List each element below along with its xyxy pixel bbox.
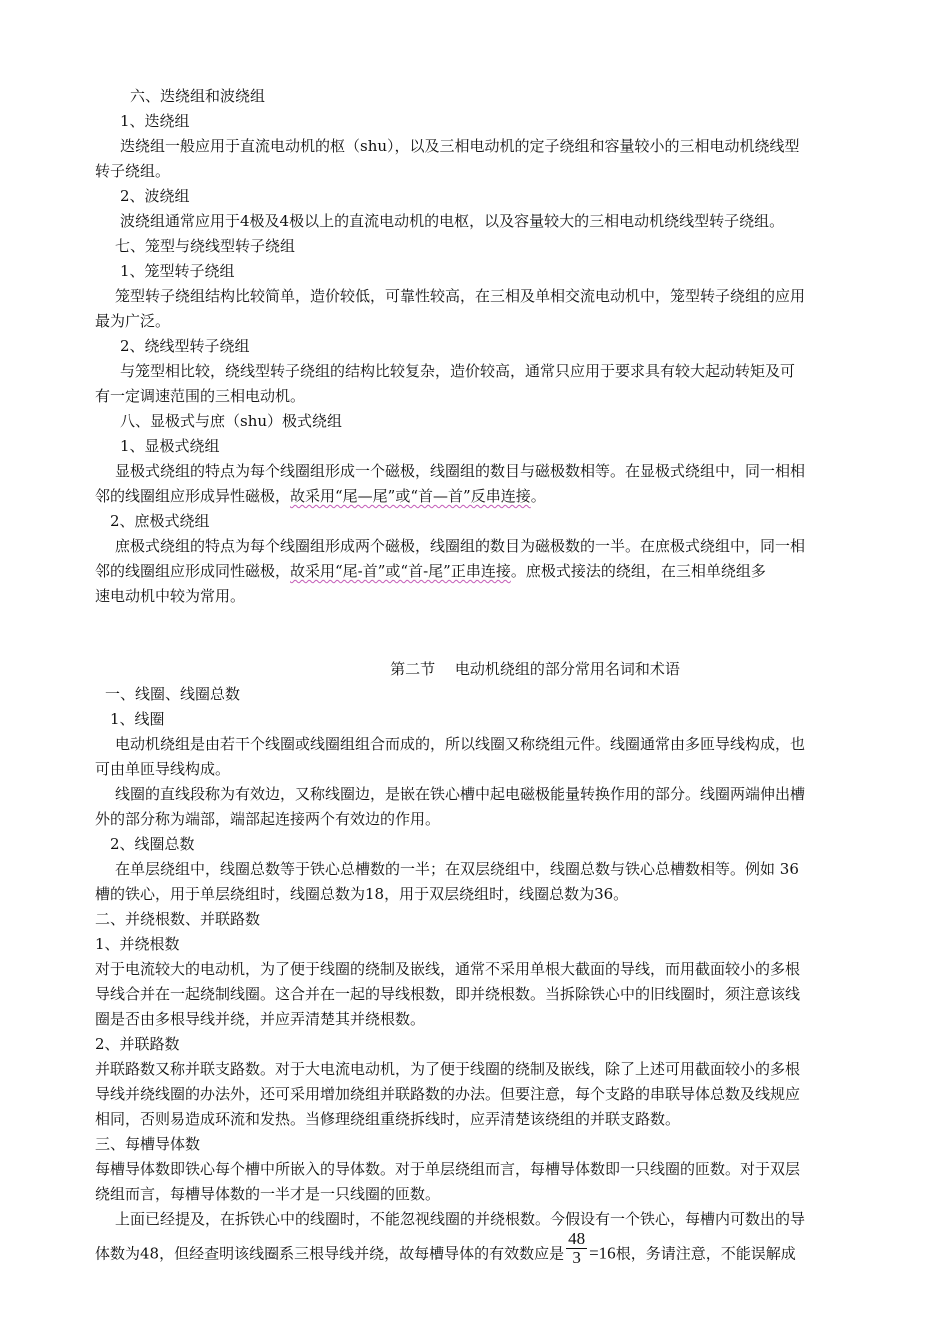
section-gap — [95, 609, 885, 657]
section-heading: 七、笼型与绕线型转子绕组 — [115, 237, 296, 255]
grammar-marked-text: 故采用“尾—尾”或“首—首”反串连接 — [290, 487, 531, 505]
paragraph-line — [95, 1229, 885, 1273]
paragraph-line: 最为广泛。 — [95, 312, 171, 330]
fraction-denominator: 3 — [572, 1248, 581, 1267]
paragraph-line: 外的部分称为端部，端部起连接两个有效边的作用。 — [95, 810, 441, 828]
paragraph-line: 并联路数又称并联支路数。对于大电流电动机，为了便于线圈的绕制及嵌线，除了上述可用截面较小的多根 — [95, 1060, 801, 1078]
grammar-marked-text: 故采用“尾-首”或“首-尾”正串连接 — [290, 562, 511, 580]
paragraph-line: 导线合并在一起绕制线圈。这合并在一起的导线根数，即并绕根数。当拆除铁心中的旧线圈时，须注意该线 — [95, 985, 801, 1003]
fraction-numerator: 48 — [568, 1229, 586, 1248]
subsection-heading: 1、并绕根数 — [95, 935, 180, 953]
text-run: 根，务请注意，不能误解成 — [615, 1244, 796, 1263]
chapter-title: 第二节 电动机绕组的部分常用名词和术语 — [390, 660, 680, 678]
subsection-heading: 2、波绕组 — [120, 187, 190, 205]
text-run: 。庶极式接法的绕组，在三相单绕组多 — [510, 562, 766, 580]
section-heading: 三、每槽导体数 — [95, 1135, 201, 1153]
text-run: 邻的线圈组应形成异性磁极， — [95, 487, 291, 505]
paragraph-line: 每槽导体数即铁心每个槽中所嵌入的导体数。对于单层绕组而言，每槽导体数即一只线圈的匝数。对于双层 — [95, 1160, 801, 1178]
paragraph-line: 电动机绕组是由若干个线圈或线圈组组合而成的，所以线圈又称绕组元件。线圈通常由多匝导线构成，也 — [115, 735, 806, 753]
paragraph-line: 槽的铁心，用于单层绕组时，线圈总数为18，用于双层绕组时，线圈总数为36。 — [95, 885, 629, 903]
subsection-heading: 2、线圈总数 — [110, 835, 195, 853]
section-heading: 六、迭绕组和波绕组 — [130, 87, 266, 105]
paragraph-line: 迭绕组一般应用于直流电动机的枢（shu），以及三相电动机的定子绕组和容量较小的三相电动机绕线型 — [120, 137, 800, 155]
paragraph-line: 上面已经提及，在拆铁心中的线圈时，不能忽视线圈的并绕根数。今假设有一个铁心，每槽内可数出的导 — [115, 1210, 806, 1228]
paragraph-line: 有一定调速范围的三相电动机。 — [95, 387, 306, 405]
paragraph-line: 可由单匝导线构成。 — [95, 760, 231, 778]
paragraph-line: 线圈的直线段称为有效边，又称线圈边，是嵌在铁心槽中起电磁极能量转换作用的部分。线圈两端伸出槽 — [115, 785, 806, 803]
text-run: 体数为48，但经查明该线圈系三根导线并绕，故每槽导体的有效数应是 — [95, 1244, 565, 1263]
paragraph-line: 绕组而言，每槽导体数的一半才是一只线圈的匝数。 — [95, 1185, 441, 1203]
text-run: 。 — [530, 487, 546, 505]
paragraph-line: 相同，否则易造成环流和发热。当修理绕组重绕拆线时，应弄清楚该绕组的并联支路数。 — [95, 1110, 681, 1128]
subsection-heading: 1、笼型转子绕组 — [120, 262, 235, 280]
paragraph-line: 圈是否由多根导线并绕，并应弄清楚其并绕根数。 — [95, 1010, 426, 1028]
section-heading: 八、显极式与庶（shu）极式绕组 — [120, 412, 343, 430]
subsection-heading: 1、显极式绕组 — [120, 437, 220, 455]
paragraph-line: 与笼型相比较，绕线型转子绕组的结构比较复杂，造价较高，通常只应用于要求具有较大起动转矩及可 — [120, 362, 796, 380]
subsection-heading: 2、绕线型转子绕组 — [120, 337, 250, 355]
fraction — [566, 1230, 587, 1267]
subsection-heading: 1、迭绕组 — [120, 112, 190, 130]
paragraph-line — [95, 484, 885, 509]
paragraph-line: 对于电流较大的电动机，为了便于线圈的绕制及嵌线，通常不采用单根大截面的导线，而用截面较小的多根 — [95, 960, 801, 978]
paragraph-line: 波绕组通常应用于4极及4极以上的直流电动机的电枢，以及容量较大的三相电动机绕线型转子绕组。 — [120, 212, 785, 230]
document-body — [95, 84, 885, 1273]
section-heading: 一、线圈、线圈总数 — [105, 685, 241, 703]
paragraph-line: 转子绕组。 — [95, 162, 171, 180]
paragraph-line: 显极式绕组的特点为每个线圈组形成一个磁极，线圈组的数目与磁极数相等。在显极式绕组中，同一相相 — [115, 462, 806, 480]
paragraph-line: 笼型转子绕组结构比较简单，造价较低，可靠性较高，在三相及单相交流电动机中，笼型转子绕组的应用 — [115, 287, 806, 305]
paragraph-line — [95, 559, 885, 584]
subsection-heading: 2、庶极式绕组 — [110, 512, 210, 530]
subsection-heading: 1、线圈 — [110, 710, 165, 728]
paragraph-line: 在单层绕组中，线圈总数等于铁心总槽数的一半；在双层绕组中，线圈总数与铁心总槽数相等。例如 36 — [115, 860, 799, 878]
paragraph-line: 庶极式绕组的特点为每个线圈组形成两个磁极，线圈组的数目为磁极数的一半。在庶极式绕组中，同一相 — [115, 537, 806, 555]
subsection-heading: 2、并联路数 — [95, 1035, 180, 1053]
section-heading: 二、并绕根数、并联路数 — [95, 910, 261, 928]
paragraph-line: 速电动机中较为常用。 — [95, 587, 246, 605]
paragraph-line: 导线并绕线圈的办法外，还可采用增加绕组并联路数的办法。但要注意，每个支路的串联导体总数及线规应 — [95, 1085, 801, 1103]
text-run: 邻的线圈组应形成同性磁极， — [95, 562, 291, 580]
equation-result: =16 — [589, 1243, 616, 1263]
